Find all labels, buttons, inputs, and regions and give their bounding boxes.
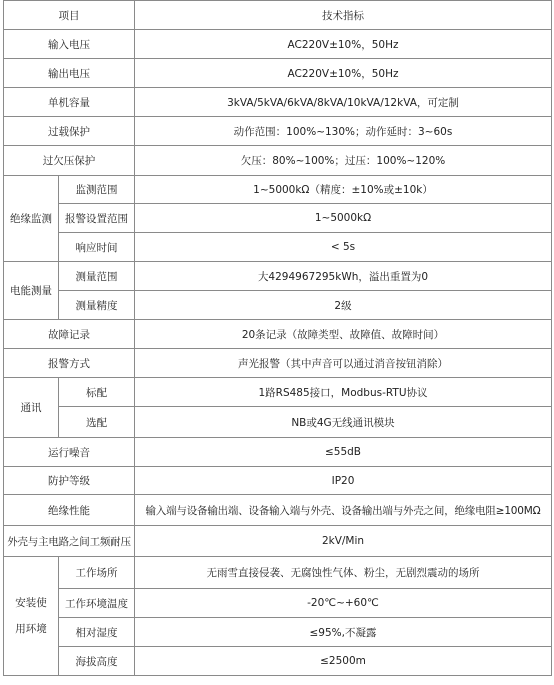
table-row bbox=[4, 176, 552, 204]
table-row bbox=[4, 378, 552, 407]
table-row bbox=[4, 526, 552, 557]
table-row bbox=[4, 146, 552, 176]
row-label: 过载保护 bbox=[4, 117, 135, 146]
row-label: 选配 bbox=[59, 407, 135, 438]
row-label: 报警设置范围 bbox=[59, 204, 135, 233]
row-value: IP20 bbox=[135, 467, 552, 495]
table-row bbox=[4, 467, 552, 495]
group-label-comm: 通讯 bbox=[4, 378, 59, 438]
row-value: 欠压：80%~100%；过压：100%~120% bbox=[135, 146, 552, 176]
table-row bbox=[4, 495, 552, 526]
table-row bbox=[4, 233, 552, 262]
row-value: 1路RS485接口，Modbus-RTU协议 bbox=[135, 378, 552, 407]
table-row bbox=[4, 117, 552, 146]
row-label: 相对湿度 bbox=[59, 618, 135, 647]
row-label: 标配 bbox=[59, 378, 135, 407]
row-value: 输入端与设备输出端、设备输入端与外壳、设备输出端与外壳之间，绝缘电阻≥100MΩ bbox=[135, 495, 552, 526]
row-value: 1~5000kΩ bbox=[135, 204, 552, 233]
row-label: 绝缘性能 bbox=[4, 495, 135, 526]
table-row bbox=[4, 88, 552, 117]
row-value: 3kVA/5kVA/6kVA/8kVA/10kVA/12kVA，可定制 bbox=[135, 88, 552, 117]
header-spec: 技术指标 bbox=[135, 1, 552, 30]
row-label: 过欠压保护 bbox=[4, 146, 135, 176]
spec-table bbox=[3, 0, 552, 676]
table-row bbox=[4, 59, 552, 88]
row-value: 20条记录（故障类型、故障值、故障时间） bbox=[135, 320, 552, 349]
row-label: 测量范围 bbox=[59, 262, 135, 291]
row-label: 输入电压 bbox=[4, 30, 135, 59]
group-label-line: 用环境 bbox=[15, 623, 47, 635]
row-label: 报警方式 bbox=[4, 349, 135, 378]
row-label: 防护等级 bbox=[4, 467, 135, 495]
row-label: 响应时间 bbox=[59, 233, 135, 262]
row-value: 声光报警（其中声音可以通过消音按钮消除） bbox=[135, 349, 552, 378]
group-label-environment bbox=[4, 557, 59, 676]
row-label: 故障记录 bbox=[4, 320, 135, 349]
row-value: AC220V±10%，50Hz bbox=[135, 30, 552, 59]
header-item: 项目 bbox=[4, 1, 135, 30]
table-row bbox=[4, 204, 552, 233]
row-value: ≤95%,不凝露 bbox=[135, 618, 552, 647]
row-value: 2级 bbox=[135, 291, 552, 320]
row-value: NB或4G无线通讯模块 bbox=[135, 407, 552, 438]
table-header-row bbox=[4, 1, 552, 30]
group-label-line: 安装使 bbox=[15, 597, 47, 609]
row-value: ≤2500m bbox=[135, 647, 552, 676]
row-label: 输出电压 bbox=[4, 59, 135, 88]
row-value: 动作范围：100%~130%；动作延时：3~60s bbox=[135, 117, 552, 146]
row-label: 工作环境温度 bbox=[59, 589, 135, 618]
table-row bbox=[4, 262, 552, 291]
row-value: 无雨雪直接侵袭、无腐蚀性气体、粉尘，无剧烈震动的场所 bbox=[135, 557, 552, 589]
row-label: 测量精度 bbox=[59, 291, 135, 320]
table-row bbox=[4, 349, 552, 378]
row-label: 监测范围 bbox=[59, 176, 135, 204]
row-label: 工作场所 bbox=[59, 557, 135, 589]
table-row bbox=[4, 407, 552, 438]
row-value: AC220V±10%，50Hz bbox=[135, 59, 552, 88]
row-value: -20℃~+60℃ bbox=[135, 589, 552, 618]
table-row bbox=[4, 438, 552, 467]
table-row bbox=[4, 589, 552, 618]
table-row bbox=[4, 618, 552, 647]
row-label: 海拔高度 bbox=[59, 647, 135, 676]
row-label: 运行噪音 bbox=[4, 438, 135, 467]
row-value: < 5s bbox=[135, 233, 552, 262]
row-value: 1~5000kΩ（精度：±10%或±10k） bbox=[135, 176, 552, 204]
row-value: ≤55dB bbox=[135, 438, 552, 467]
table-row bbox=[4, 647, 552, 676]
table-row bbox=[4, 30, 552, 59]
table-row bbox=[4, 557, 552, 589]
group-label-insulation: 绝缘监测 bbox=[4, 176, 59, 262]
table-row bbox=[4, 320, 552, 349]
row-label: 外壳与主电路之间工频耐压 bbox=[4, 526, 135, 557]
row-value: 2kV/Min bbox=[135, 526, 552, 557]
table-row bbox=[4, 291, 552, 320]
row-value: 大4294967295kWh，溢出重置为0 bbox=[135, 262, 552, 291]
row-label: 单机容量 bbox=[4, 88, 135, 117]
group-label-energy: 电能测量 bbox=[4, 262, 59, 320]
